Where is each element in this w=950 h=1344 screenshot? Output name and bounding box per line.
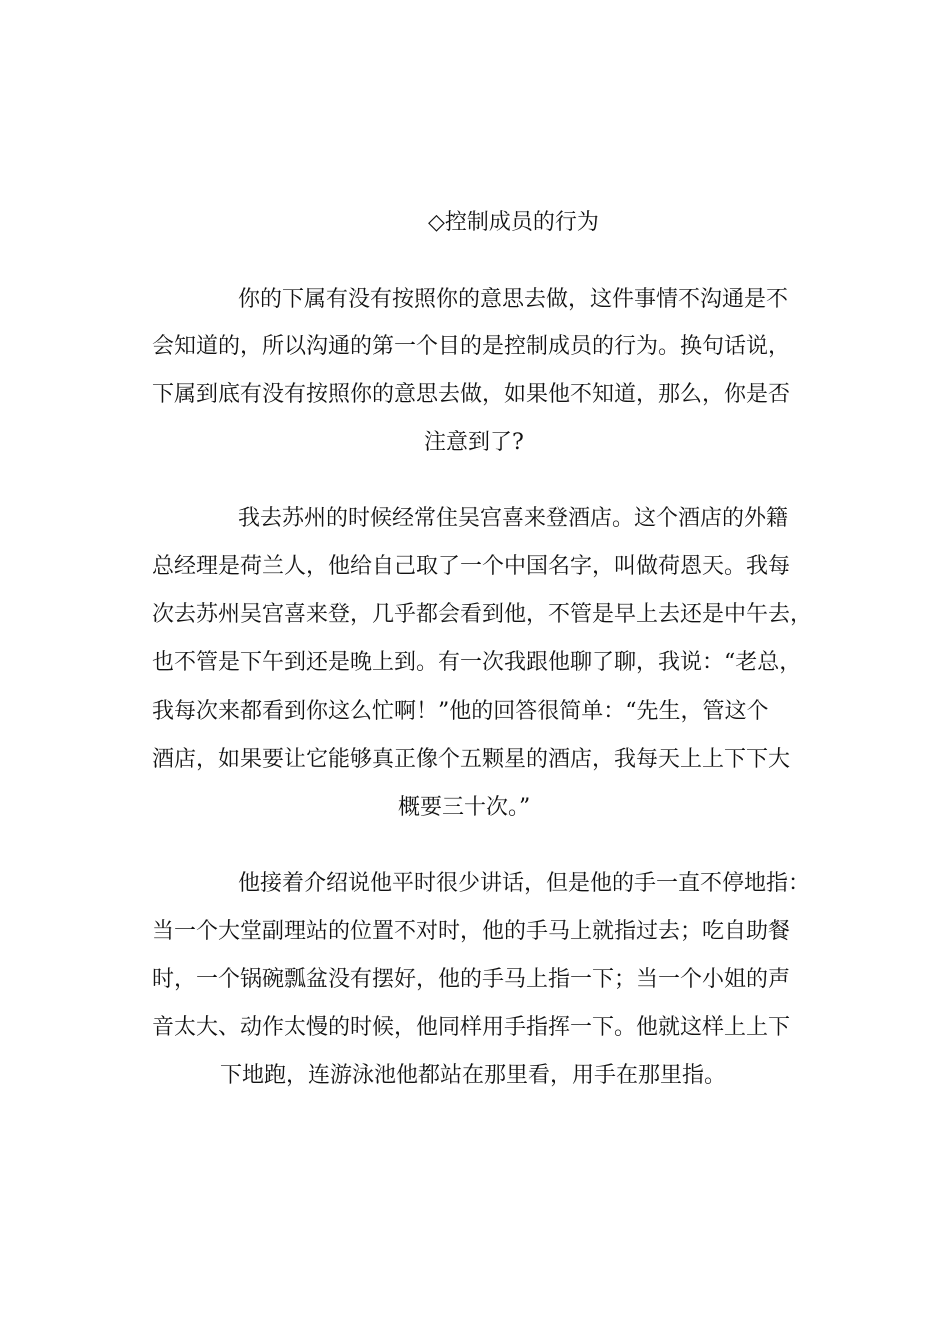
paragraph-line: 概要三十次。” — [398, 795, 531, 820]
paragraph-line: 时，一个锅碗瓢盆没有摆好，他的手马上指一下；当一个小姐的声 — [152, 967, 791, 992]
paragraph-line: 总经理是荷兰人，他给自己取了一个中国名字，叫做荷恩天。我每 — [152, 554, 791, 579]
paragraph-line: 会知道的，所以沟通的第一个目的是控制成员的行为。换句话说， — [152, 334, 791, 359]
paragraph-line: 下地跑，连游泳池他都站在那里看，用手在那里指。 — [220, 1063, 727, 1088]
paragraph-line: 你的下属有没有按照你的意思去做，这件事情不沟通是不 — [238, 287, 789, 312]
paragraph-line: 酒店，如果要让它能够真正像个五颗星的酒店，我每天上上下下大 — [152, 747, 791, 772]
paragraph-line: 当一个大堂副理站的位置不对时，他的手马上就指过去；吃自助餐 — [152, 919, 791, 944]
paragraph-line: 次去苏州吴宫喜来登，几乎都会看到他，不管是早上去还是中午去， — [152, 602, 813, 627]
paragraph-line: 我每次来都看到你这么忙啊！”他的回答很简单：“先生，管这个 — [152, 699, 769, 724]
section-title: ◇控制成员的行为 — [428, 210, 599, 235]
paragraph-line: 他接着介绍说他平时很少讲话，但是他的手一直不停地指： — [238, 871, 811, 896]
paragraph-line: 下属到底有没有按照你的意思去做，如果他不知道，那么，你是否 — [152, 382, 791, 407]
paragraph-line: 注意到了? — [424, 430, 524, 455]
paragraph-line: 也不管是下午到还是晚上到。有一次我跟他聊了聊，我说：“老总， — [152, 650, 802, 675]
paragraph-line: 音太大、动作太慢的时候，他同样用手指挥一下。他就这样上上下 — [152, 1015, 791, 1040]
paragraph-line: 我去苏州的时候经常住吴宫喜来登酒店。这个酒店的外籍 — [238, 506, 789, 531]
